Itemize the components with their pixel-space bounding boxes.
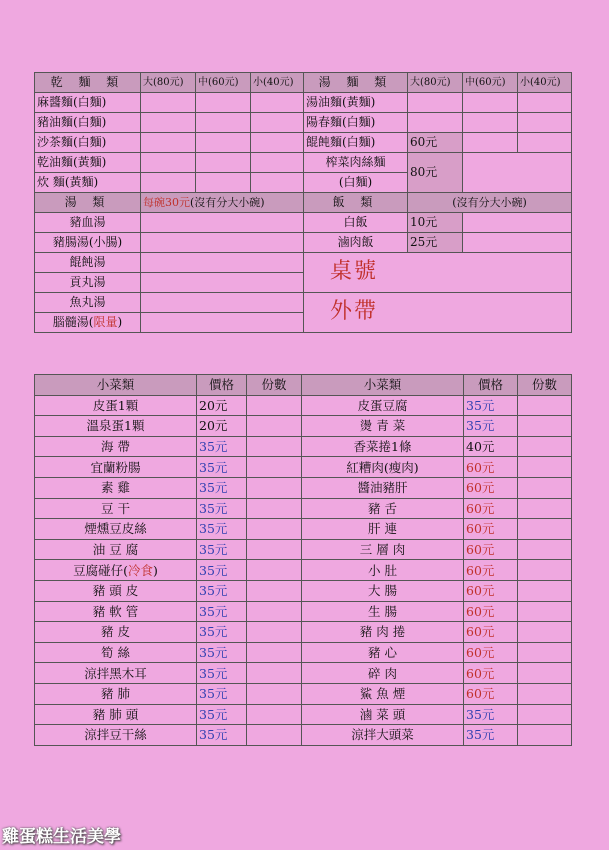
side-dish-row bbox=[35, 601, 572, 622]
dish-price: 60元 bbox=[464, 498, 518, 519]
table-number-label: 桌號 bbox=[330, 258, 379, 284]
dish-price: 35元 bbox=[197, 622, 247, 643]
side-dish-row bbox=[35, 416, 572, 437]
dish-price: 35元 bbox=[197, 704, 247, 725]
dish-price: 35元 bbox=[197, 477, 247, 498]
qty-cell[interactable] bbox=[247, 683, 302, 704]
dish-price: 35元 bbox=[197, 663, 247, 684]
size-small-header: 小(40元) bbox=[518, 73, 572, 93]
qty-cell[interactable] bbox=[251, 93, 304, 113]
qty-cell[interactable] bbox=[518, 133, 572, 153]
side-dish-row bbox=[35, 622, 572, 643]
soup-item: 貢丸湯 bbox=[35, 273, 141, 293]
qty-cell[interactable] bbox=[518, 704, 572, 725]
qty-cell[interactable] bbox=[141, 93, 196, 113]
rice-item: 白飯 bbox=[304, 213, 408, 233]
qty-cell[interactable] bbox=[463, 153, 572, 193]
qty-cell[interactable] bbox=[247, 580, 302, 601]
dish-price: 60元 bbox=[464, 477, 518, 498]
size-large-header: 大(80元) bbox=[408, 73, 463, 93]
dish-price: 60元 bbox=[464, 663, 518, 684]
side-dish-row bbox=[35, 704, 572, 725]
dish-name: 碎 肉 bbox=[302, 663, 464, 684]
watermark: 雞蛋糕生活美學 bbox=[2, 827, 121, 847]
dish-name: 皮蛋豆腐 bbox=[302, 395, 464, 416]
qty-cell[interactable] bbox=[247, 601, 302, 622]
qty-cell[interactable] bbox=[408, 93, 463, 113]
qty-cell[interactable] bbox=[141, 153, 196, 173]
qty-cell[interactable] bbox=[463, 93, 518, 113]
dish-price: 60元 bbox=[464, 622, 518, 643]
qty-cell[interactable] bbox=[196, 113, 251, 133]
soup-rice-header-row bbox=[35, 193, 572, 213]
dish-price: 60元 bbox=[464, 560, 518, 581]
dish-name: 滷 菜 頭 bbox=[302, 704, 464, 725]
dish-price: 60元 bbox=[464, 683, 518, 704]
size-small-header: 小(40元) bbox=[251, 73, 304, 93]
size-large-header: 大(80元) bbox=[141, 73, 196, 93]
dish-price: 60元 bbox=[464, 642, 518, 663]
qty-cell[interactable] bbox=[247, 539, 302, 560]
side-dish-row bbox=[35, 539, 572, 560]
side-dish-row bbox=[35, 683, 572, 704]
qty-cell[interactable] bbox=[518, 498, 572, 519]
qty-cell[interactable] bbox=[518, 395, 572, 416]
qty-cell[interactable] bbox=[251, 173, 304, 193]
qty-cell[interactable] bbox=[141, 133, 196, 153]
noodle-row bbox=[35, 93, 572, 113]
dish-name: 紅糟肉(瘦肉) bbox=[302, 457, 464, 478]
soups-header: 湯 類 bbox=[35, 193, 141, 213]
noodle-row bbox=[35, 113, 572, 133]
price-column-header: 價格 bbox=[464, 375, 518, 396]
qty-cell[interactable] bbox=[518, 683, 572, 704]
dry-noodle-item: 炊 麵(黃麵) bbox=[35, 173, 141, 193]
dry-noodle-item: 麻醬麵(白麵) bbox=[35, 93, 141, 113]
dish-price: 20元 bbox=[197, 416, 247, 437]
dish-price: 60元 bbox=[464, 580, 518, 601]
size-medium-header: 中(60元) bbox=[463, 73, 518, 93]
soup-item: 豬血湯 bbox=[35, 213, 141, 233]
dish-name: 醬油豬肝 bbox=[302, 477, 464, 498]
qty-cell[interactable] bbox=[247, 416, 302, 437]
dish-price: 35元 bbox=[464, 704, 518, 725]
soup-row bbox=[35, 233, 572, 253]
qty-cell[interactable] bbox=[251, 133, 304, 153]
dish-name: 燙 青 菜 bbox=[302, 416, 464, 437]
table-number-box[interactable] bbox=[304, 253, 572, 293]
qty-cell[interactable] bbox=[518, 560, 572, 581]
dry-noodle-item: 沙茶麵(白麵) bbox=[35, 133, 141, 153]
soup-item: 魚丸湯 bbox=[35, 293, 141, 313]
dry-noodles-header: 乾 麵 類 bbox=[35, 73, 141, 93]
soup-noodle-item: 湯油麵(黃麵) bbox=[304, 93, 408, 113]
dish-name: 涼拌大頭菜 bbox=[302, 725, 464, 746]
takeout-box[interactable] bbox=[304, 293, 572, 333]
dish-name: 豬 肺 bbox=[35, 683, 197, 704]
dish-price: 35元 bbox=[464, 725, 518, 746]
side-dish-row bbox=[35, 580, 572, 601]
dish-price: 60元 bbox=[464, 519, 518, 540]
qty-cell[interactable] bbox=[141, 113, 196, 133]
soups-note: 每碗30元(沒有分大小碗) bbox=[141, 193, 304, 213]
qty-cell[interactable] bbox=[247, 395, 302, 416]
side-dish-row bbox=[35, 642, 572, 663]
rice-item: 滷肉飯 bbox=[304, 233, 408, 253]
soup-noodle-item: 榨菜肉絲麵 bbox=[304, 153, 408, 173]
dish-name: 煙燻豆皮絲 bbox=[35, 519, 197, 540]
soup-row bbox=[35, 213, 572, 233]
dish-name: 豬 肉 捲 bbox=[302, 622, 464, 643]
qty-cell[interactable] bbox=[518, 601, 572, 622]
side-dish-row bbox=[35, 725, 572, 746]
qty-cell[interactable] bbox=[141, 273, 304, 293]
dish-price: 35元 bbox=[197, 725, 247, 746]
side-dishes-header-row bbox=[35, 375, 572, 396]
qty-cell[interactable] bbox=[518, 539, 572, 560]
dish-price: 40元 bbox=[464, 436, 518, 457]
qty-cell[interactable] bbox=[247, 642, 302, 663]
qty-cell[interactable] bbox=[196, 133, 251, 153]
qty-cell[interactable] bbox=[518, 663, 572, 684]
size-medium-header: 中(60元) bbox=[196, 73, 251, 93]
dish-name: 鯊 魚 煙 bbox=[302, 683, 464, 704]
qty-cell[interactable] bbox=[518, 477, 572, 498]
dish-name: 香菜捲1條 bbox=[302, 436, 464, 457]
qty-cell[interactable] bbox=[141, 233, 304, 253]
dish-price: 35元 bbox=[197, 519, 247, 540]
qty-cell[interactable] bbox=[247, 477, 302, 498]
noodle-row bbox=[35, 153, 572, 173]
qty-cell[interactable] bbox=[141, 213, 304, 233]
dish-price: 20元 bbox=[197, 395, 247, 416]
qty-cell[interactable] bbox=[251, 153, 304, 173]
soup-row bbox=[35, 293, 572, 313]
side-dishes-table bbox=[34, 374, 572, 746]
soup-noodle-item: 餛飩麵(白麵) bbox=[304, 133, 408, 153]
dish-name: 豬 心 bbox=[302, 642, 464, 663]
side-dish-row bbox=[35, 436, 572, 457]
cold-label: 冷食 bbox=[127, 562, 153, 578]
dish-name: 溫泉蛋1顆 bbox=[35, 416, 197, 437]
dish-name: 皮蛋1顆 bbox=[35, 395, 197, 416]
dish-name: 涼拌豆干絲 bbox=[35, 725, 197, 746]
dish-price: 35元 bbox=[197, 436, 247, 457]
qty-cell[interactable] bbox=[518, 457, 572, 478]
qty-cell[interactable] bbox=[251, 113, 304, 133]
rice-price: 25元 bbox=[408, 233, 463, 253]
noodle-header-row bbox=[35, 73, 572, 93]
qty-cell[interactable] bbox=[247, 436, 302, 457]
qty-cell[interactable] bbox=[247, 457, 302, 478]
qty-cell[interactable] bbox=[196, 173, 251, 193]
dish-name: 小 肚 bbox=[302, 560, 464, 581]
dish-name: 宜蘭粉腸 bbox=[35, 457, 197, 478]
qty-cell[interactable] bbox=[518, 642, 572, 663]
takeout-label: 外帶 bbox=[330, 298, 379, 324]
side-dish-row bbox=[35, 560, 572, 581]
soup-item: 餛飩湯 bbox=[35, 253, 141, 273]
qty-cell[interactable] bbox=[463, 133, 518, 153]
side-dish-row bbox=[35, 498, 572, 519]
limited-label: 限量 bbox=[93, 315, 118, 329]
side-dish-row bbox=[35, 519, 572, 540]
qty-cell[interactable] bbox=[247, 704, 302, 725]
dish-name: 豬 皮 bbox=[35, 622, 197, 643]
qty-cell[interactable] bbox=[247, 622, 302, 643]
dish-name: 豬 軟 管 bbox=[35, 601, 197, 622]
quantity-column-header: 份數 bbox=[247, 375, 302, 396]
qty-cell[interactable] bbox=[141, 293, 304, 313]
dish-name: 素 雞 bbox=[35, 477, 197, 498]
rice-note: (沒有分大小碗) bbox=[408, 193, 572, 213]
noodle-menu-table bbox=[34, 72, 572, 333]
dish-name: 豬 舌 bbox=[302, 498, 464, 519]
dish-price: 35元 bbox=[197, 601, 247, 622]
dish-name: 海 帶 bbox=[35, 436, 197, 457]
qty-cell[interactable] bbox=[247, 519, 302, 540]
side-dish-row bbox=[35, 477, 572, 498]
quantity-column-header: 份數 bbox=[518, 375, 572, 396]
qty-cell[interactable] bbox=[463, 213, 572, 233]
dish-price: 35元 bbox=[197, 457, 247, 478]
dish-name: 筍 絲 bbox=[35, 642, 197, 663]
dish-name: 豆 干 bbox=[35, 498, 197, 519]
qty-cell[interactable] bbox=[518, 416, 572, 437]
qty-cell[interactable] bbox=[463, 113, 518, 133]
dry-noodle-item: 乾油麵(黃麵) bbox=[35, 153, 141, 173]
dish-name: 生 腸 bbox=[302, 601, 464, 622]
dish-name: 豬 肺 頭 bbox=[35, 704, 197, 725]
dish-price: 35元 bbox=[197, 539, 247, 560]
dish-column-header: 小菜類 bbox=[302, 375, 464, 396]
qty-cell[interactable] bbox=[518, 725, 572, 746]
dish-name: 大 腸 bbox=[302, 580, 464, 601]
soup-noodle-item: 陽春麵(白麵) bbox=[304, 113, 408, 133]
soup-item: 腦髓湯(限量) bbox=[35, 313, 141, 333]
dish-price: 35元 bbox=[197, 683, 247, 704]
qty-cell[interactable] bbox=[518, 436, 572, 457]
price-column-header: 價格 bbox=[197, 375, 247, 396]
qty-cell[interactable] bbox=[196, 153, 251, 173]
qty-cell[interactable] bbox=[141, 313, 304, 333]
dish-name: 肝 連 bbox=[302, 519, 464, 540]
dish-price: 60元 bbox=[464, 539, 518, 560]
dish-price: 35元 bbox=[197, 498, 247, 519]
qty-cell[interactable] bbox=[247, 498, 302, 519]
qty-cell[interactable] bbox=[196, 93, 251, 113]
qty-cell[interactable] bbox=[518, 519, 572, 540]
qty-cell[interactable] bbox=[518, 580, 572, 601]
dish-price: 35元 bbox=[464, 395, 518, 416]
soup-noodles-header: 湯 麵 類 bbox=[304, 73, 408, 93]
dish-name: 三 層 肉 bbox=[302, 539, 464, 560]
dish-price: 35元 bbox=[197, 580, 247, 601]
dish-price: 60元 bbox=[464, 601, 518, 622]
qty-cell[interactable] bbox=[518, 113, 572, 133]
qty-cell[interactable] bbox=[463, 233, 572, 253]
rice-price: 10元 bbox=[408, 213, 463, 233]
side-dish-row bbox=[35, 457, 572, 478]
side-dish-row bbox=[35, 663, 572, 684]
noodle-row bbox=[35, 133, 572, 153]
qty-cell[interactable] bbox=[518, 622, 572, 643]
dish-name: 油 豆 腐 bbox=[35, 539, 197, 560]
soup-item: 豬腸湯(小腸) bbox=[35, 233, 141, 253]
dish-price: 35元 bbox=[197, 642, 247, 663]
dish-name: 涼拌黑木耳 bbox=[35, 663, 197, 684]
rice-header: 飯 類 bbox=[304, 193, 408, 213]
dish-price: 35元 bbox=[464, 416, 518, 437]
soup-noodle-item: (白麵) bbox=[304, 173, 408, 193]
dish-name: 豆腐碰仔(冷食) bbox=[35, 560, 197, 581]
zhacai-price: 80元 bbox=[408, 153, 463, 193]
wonton-price: 60元 bbox=[408, 133, 463, 153]
qty-cell[interactable] bbox=[141, 173, 196, 193]
qty-cell[interactable] bbox=[408, 113, 463, 133]
dry-noodle-item: 豬油麵(白麵) bbox=[35, 113, 141, 133]
qty-cell[interactable] bbox=[141, 253, 304, 273]
dish-price: 60元 bbox=[464, 457, 518, 478]
qty-cell[interactable] bbox=[518, 93, 572, 113]
qty-cell[interactable] bbox=[247, 663, 302, 684]
qty-cell[interactable] bbox=[247, 725, 302, 746]
dish-name: 豬 頭 皮 bbox=[35, 580, 197, 601]
qty-cell[interactable] bbox=[247, 560, 302, 581]
soup-row bbox=[35, 253, 572, 273]
dish-price: 35元 bbox=[197, 560, 247, 581]
dish-column-header: 小菜類 bbox=[35, 375, 197, 396]
side-dish-row bbox=[35, 395, 572, 416]
